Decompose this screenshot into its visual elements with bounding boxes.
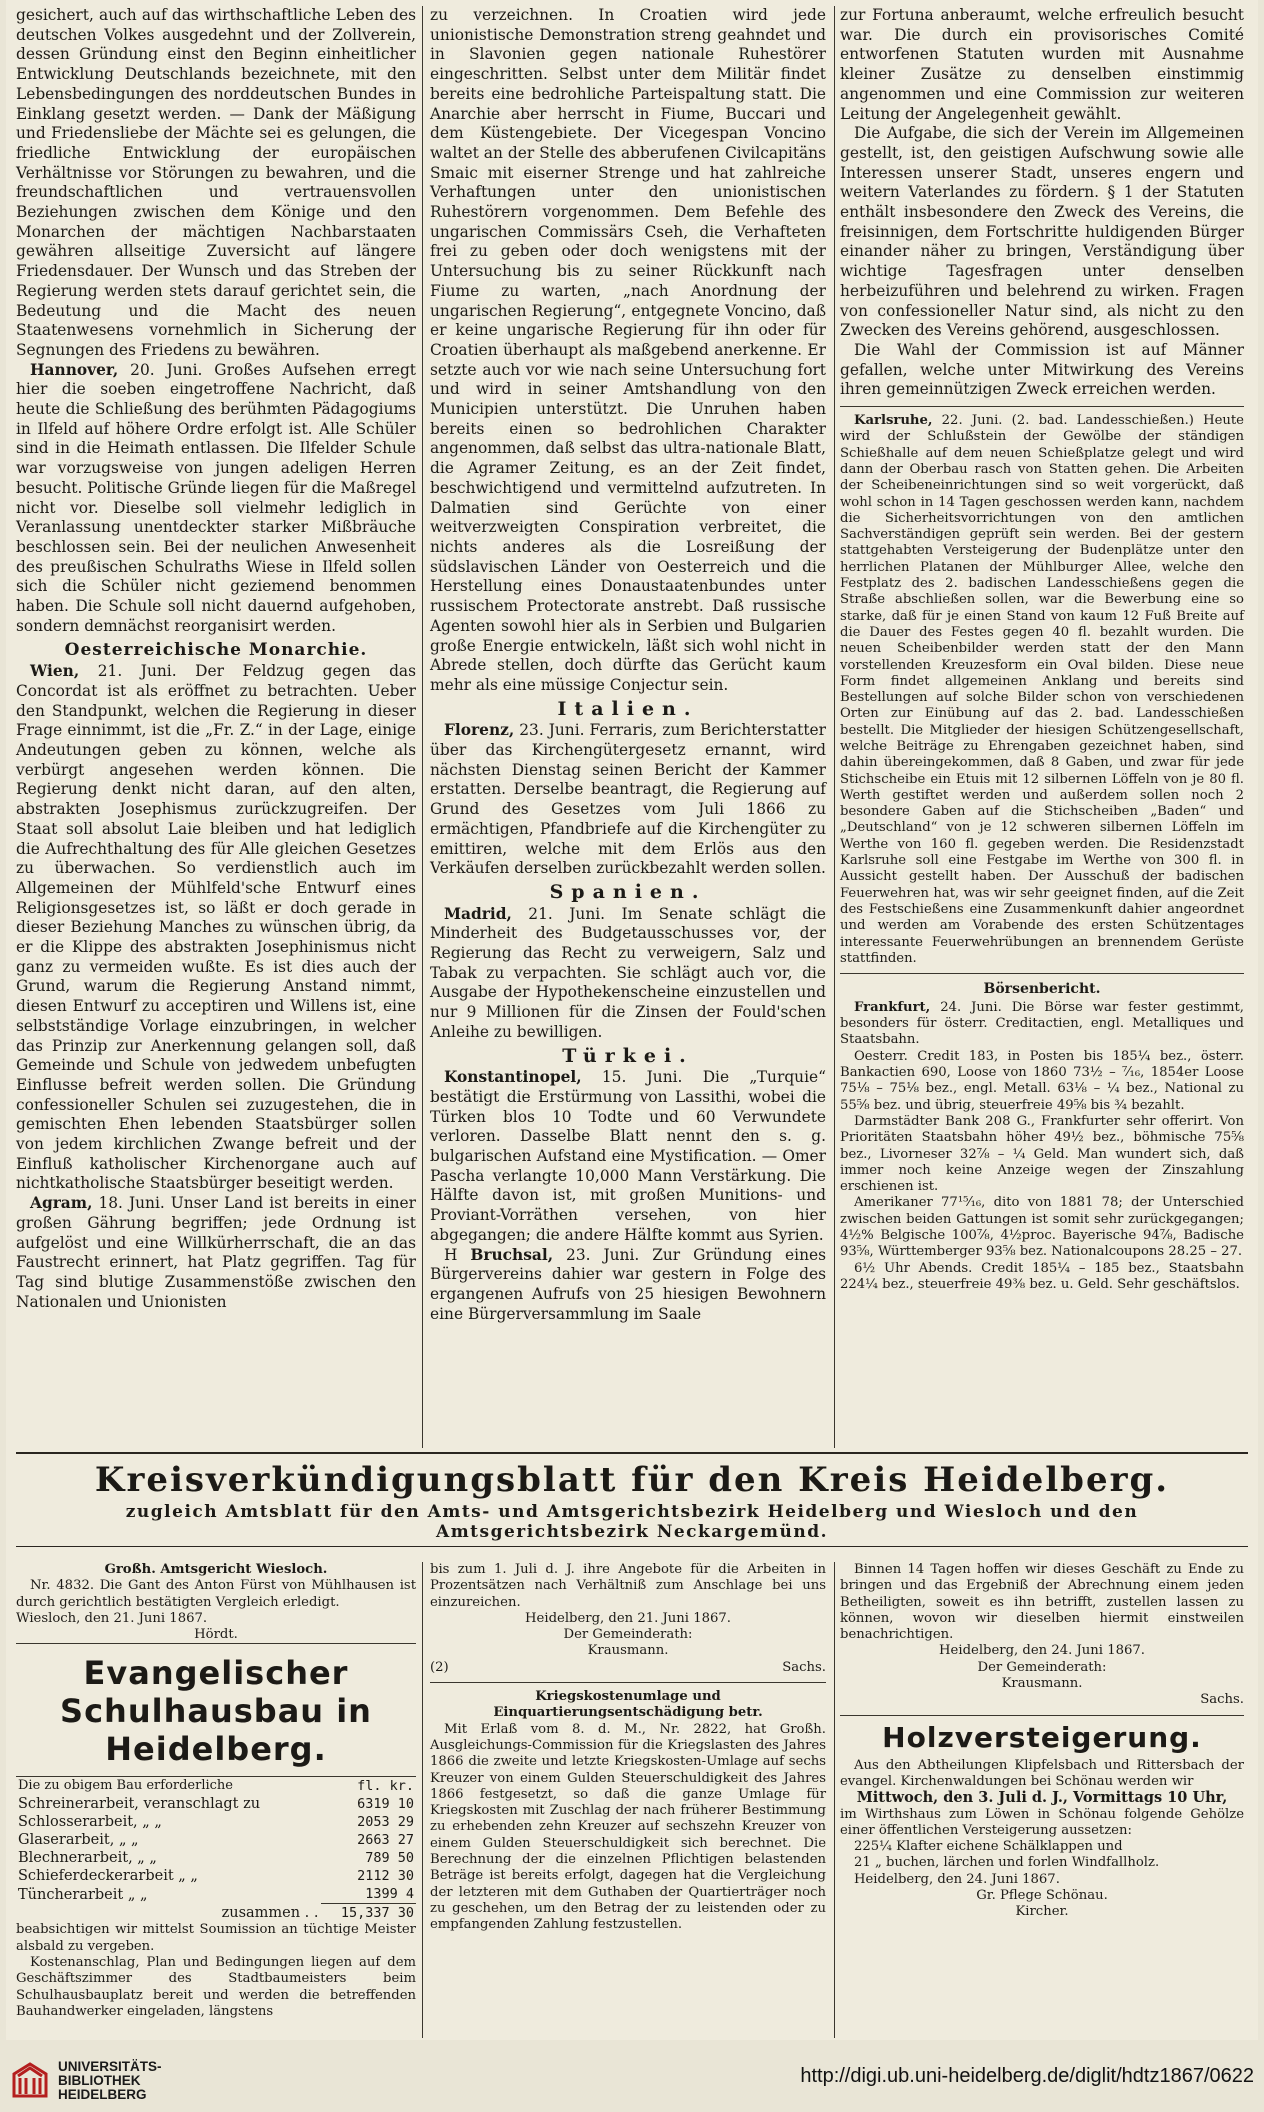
announcement-text: Binnen 14 Tagen hoffen wir dieses Geschäft zu Ende zu bringen und das Ergebniß der Abrechnung einem jeden Betheiligten, soweit es ihn betrifft, zustellen lassen zu können, wovon wir dieselben hiermit einstweilen benachrichtigen. — [840, 1562, 1244, 1643]
auction-item-count: 21 — [854, 1855, 871, 1871]
dateline-place: Agram, — [30, 1194, 93, 1213]
column-divider — [422, 6, 423, 1448]
divider — [840, 406, 1244, 407]
cost-label: Tüncherarbeit „ „ — [18, 1886, 148, 1903]
announcement-text: Nr. 4832. Die Gant des Anton Fürst von Mühlhausen ist durch gerichtlich bestätigten Vergleich erledigt. — [16, 1578, 416, 1610]
table-row — [16, 1795, 416, 1813]
dateline-place: Frankfurt, — [854, 999, 931, 1015]
article-text: 21. Juni. Im Senate schlägt die Minderheit des Budgetausschusses vor, der Regierung das Recht zu verweigern, Salz und Tabak zu verpachten. Sie schlägt auch vor, die Ausgabe der Hypothekenscheine einzustellen und nur 9 Millionen für die Zinsen der Fould'schen Anleihe zu bewilligen. — [430, 904, 826, 1041]
article-text: 20. Juni. Großes Aufsehen erregt hier die soeben eingetroffene Nachricht, daß heute die Schließung des berühmten Pädagogiums in Ilfeld auf höhere Ordre erfolgt ist. Alle Schüler sind in die Heimath entlassen. Die Ilfelder Schule war vorzugsweise von jungen adeligen Herren besucht. Politische Gründe liegen für die Maßregel nicht vor. Dieselbe soll vielmehr lediglich in Veranlassung unentdeckter starker Mißbräuche beschlossen sein. Bei der neulichen Anwesenheit des preußischen Schulraths Wiese in Ilfeld sollen sich die Schüler nicht geziemend benommen haben. Die Schule soll nicht dauernd aufgehoben, sondern demnächst reorganisirt werden. — [16, 360, 416, 635]
announcement-column-3 — [840, 1562, 1244, 2040]
dateline-place: Bruchsal, — [470, 1245, 554, 1264]
dateline-place: Karlsruhe, — [854, 413, 933, 429]
announcement-signature: Sachs. — [782, 1659, 826, 1675]
article-text: zu verzeichnen. In Croatien wird jede unionistische Demonstration streng geahndet und in Slavonien gegen nationale Ruhestörer eingeschritten. Selbst unter dem Militär findet bereits eine bedrohliche Parteispaltung statt. Die Anarchie aber herrscht in Fiume, Buccari und dem Küstengebiete. Der Vicegespan Voncino waltet an der Stelle des abberufenen Civilcapitäns Smaic mit eiserner Strenge und hat zahlreiche Verhaftungen unter den unionistischen Ruhestörern vorgenommen. Dem Befehle des ungarischen Commissärs Cseh, die Verhafteten frei zu geben oder doch wenigstens mit der Untersuchung bis zu seiner Rückkunft nach Fiume zu warten, „nach Anordnung der ungarischen Regierung“, entgegnete Voncino, daß er keine ungarische Regierung für ihn oder für Croatien überhaupt als maßgebend anerkenne. Er setzte auch vor wie nach seine Untersuchung fort und wird in seiner Amtshandlung von den Municipien unterstützt. Die Unruhen haben bereits einen so bedrohlichen Charakter angenommen, daß selbst das ultra-nationale Blatt, die Agramer Zeitung, es an der Zeit findet, beschwichtigend und vermittelnd aufzutreten. In Dalmatien sind Gerüchte von einer weitverzweigten Conspiration verbreitet, die nichts anderes als die Losreißung der südslavischen Länder von Oesterreich und die Herstellung eines Donaustaatenbundes unter russischem Protectorate anstrebt. Daß russische Agenten sowohl hier als in Serbien und Bulgarien große Energie entwickeln, läßt sich wohl nicht in Abrede stellen, doch dürfte das Gerücht kaum mehr als eine müssige Conjectur sein. — [430, 6, 826, 694]
library-name — [58, 2060, 162, 2102]
permalink-url[interactable]: http://digi.ub.uni-heidelberg.de/diglit/hdtz1867/0622 — [800, 2065, 1254, 2087]
schulhausbau-title: Evangelischer Schulhausbau in Heidelberg. — [60, 1654, 372, 1769]
announcement-date: Wiesloch, den 21. Juni 1867. — [16, 1610, 208, 1626]
article-hannover — [16, 361, 416, 637]
library-footer — [0, 2040, 1264, 2112]
cost-label: Schlosserarbeit, „ „ — [18, 1814, 162, 1831]
announcement-footer — [430, 1660, 826, 1676]
announcement-text: im Wirthshaus zum Löwen in Schönau folgende Gehölze einer öffentlichen Versteigerung aussetzen: — [840, 1806, 1244, 1838]
cost-label: Glaserarbeit, „ „ — [18, 1832, 139, 1849]
article-madrid — [430, 905, 826, 1043]
auction-date: Mittwoch, den 3. Juli d. J., Vormittags 10 Uhr, — [856, 1789, 1228, 1807]
dateline-place: Florenz, — [444, 721, 515, 740]
cost-value: 2053 29 — [357, 1814, 414, 1831]
boersen-heading: Börsenbericht. — [983, 981, 1101, 998]
announcement-signature: Sachs. — [1200, 1692, 1244, 1708]
dateline-place: Madrid, — [444, 904, 512, 923]
dateline-place: Hannover, — [30, 360, 119, 379]
masthead-title: Kreisverkündigungsblatt für den Kreis Heidelberg. — [94, 1460, 1170, 1500]
section-heading-italien: Italien. — [557, 697, 699, 720]
article-text: 23. Juni. Ferraris, zum Berichterstatter über das Kirchengütergesetz ernannt, wird nächsten Dienstag seinen Bericht der Kammer erstatten. Derselbe beantragt, die Regierung auf Grund des Gesetzes vom Juli 1866 zu ermächtigen, Pfandbriefe auf die Kirchengüter zu emittiren, welche mit dem Erlös aus den Verkäufen derselben zurückbezahlt werden sollen. — [430, 721, 826, 878]
article-text: Amerikaner 77¹⁵⁄₁₆, dito von 1881 78; der Unterschied zwischen beiden Gattungen ist somit sehr zurückgegangen; 4½% Belgische 100⅞, 4½proc. Bayerische 94⅞, Badische 93⅝, Württemberger 93⅝ bez. Nationalcoupons 28.25 – 27. — [840, 1195, 1244, 1260]
section-heading-spanien: Spanien. — [549, 880, 707, 903]
announcement-text: Aus den Abtheilungen Klipfelsbach und Rittersbach der evangel. Kirchenwaldungen bei Schönau werden wir — [840, 1757, 1244, 1789]
university-library-logo — [10, 2060, 50, 2100]
announcement-authority: Der Gemeinderath: — [977, 1659, 1107, 1675]
article-bruchsal — [430, 1246, 826, 1325]
table-row — [16, 1867, 416, 1885]
total-label: zusammen . . — [221, 1905, 319, 1922]
table-row — [16, 1831, 416, 1849]
announcement-text: Kostenanschlag, Plan und Bedingungen liegen auf dem Geschäftszimmer des Stadtbaumeisters beim Schulhausbauplatz bereit und werden die betreffenden Bauhandwerker eingeladen, längstens — [16, 1955, 416, 2019]
divider — [840, 973, 1244, 974]
article-text: 22. Juni. (2. bad. Landesschießen.) Heute wird der Schlußstein der Gewölbe der ständigen Schießhalle auf dem neuen Schießplatze gelegt und wird dann der Oberbau rasch von Statten gehen. Die Arbeiten der Scheibeneinrichtungen sind so weit vorgerückt, daß wohl schon in 14 Tagen geschossen werden kann, nachdem die Sicherheitsvorrichtungen von den amtlichen Sachverständigen geprüft sein werden. Bei der gestern stattgehabten Versteigerung der Budenplätze unter den herrlichen Platanen der Mühlburger Allee, welche den Festplatz des 2. badischen Landesschießens gegen die Straße abschließen sollen, war die Bewerbung eine so starke, daß für je einen Stand von kaum 12 Fuß Breite auf die Dauer des Festes gegen 40 fl. bezahlt wurden. Die neuen Scheibenbilder werden statt der den Mann vorstellenden Kreuzesform ein Oval bilden. Diese neue Form findet allgemeinen Anklang und bereits sind Bestellungen auf solche Bilder schon von verschiedenen Orten zur Einübung auf das 2. bad. Landesschießen bestellt. Die Mitglieder der hiesigen Schützengesellschaft, welche Beiträge zu Ehrengaben gezeichnet haben, sind dahin übereingekommen, daß 8 Gaben, und zwar für jede Stichscheibe ein Etuis mit 12 silbernen Löffeln von je 80 fl. Werth gestiftet werden und außerdem sollen noch 2 besondere Gaben auf die Stichscheiben „Baden“ und „Deutschland“ von je 12 schweren silbernen Löffeln im Werthe von 160 fl. gegeben werden. Die Residenzstadt Karlsruhe soll eine Festgabe im Werthe von 300 fl. in Aussicht gestellt haben. Der Ausschuß der badischen Feuerwehren hat, was wir sehr geeignet finden, auf die Zeit des Festschießens eine Zusammenkunft dahier angeordnet und werden am Vorabende des ersten Schützentages interessante Feuerwehrübungen an brennendem Gerüste stattfinden. — [840, 413, 1244, 966]
announcement-heading: Kriegskostenumlage und Einquartierungsentschädigung betr. — [493, 1689, 763, 1721]
dateline-place: Konstantinopel, — [444, 1068, 582, 1087]
column-divider — [834, 1562, 835, 2038]
holzversteigerung-title: Holzversteigerung. — [882, 1720, 1202, 1754]
section-heading-tuerkei: Türkei. — [562, 1044, 694, 1067]
announcement-date: Heidelberg, den 24. Juni 1867. — [854, 1871, 1060, 1887]
cost-label: Blechnerarbeit, „ „ — [18, 1850, 157, 1867]
cost-value: 789 50 — [365, 1850, 414, 1867]
cost-value: 2112 30 — [357, 1868, 414, 1885]
article-agram — [16, 1194, 416, 1312]
article-text: Darmstädter Bank 208 G., Frankfurter sehr offerirt. Von Prioritäten Staatsbahn höher 49½ bez., böhmische 75⅝ bez., Livorneser 32⅞ – ¼ Geld. Man wundert sich, daß immer noch keine Anzeige wegen der Zinszahlung erschienen ist. — [840, 1113, 1244, 1195]
library-name-line: BIBLIOTHEK — [58, 2073, 141, 2088]
article-text: 18. Juni. Unser Land ist bereits in einer großen Gährung begriffen; jede Ordnung ist aufgelöst und eine Willkürherrschaft, die an das Faustrecht erinnert, hat Platz gegriffen. Tag für Tag sind blutige Zusammenstöße zwischen den Nationalen und Unionisten — [16, 1194, 416, 1311]
article-karlsruhe — [840, 413, 1244, 967]
cost-value: 1399 4 — [365, 1886, 414, 1903]
article-text: 6½ Uhr Abends. Credit 185¼ – 185 bez., Staatsbahn 224¼ bez., steuerfreie 49⅜ bez. u. Geld. Sehr geschäftslos. — [840, 1260, 1244, 1292]
table-row — [16, 1849, 416, 1867]
announcement-heading: Großh. Amtsgericht Wiesloch. — [104, 1562, 328, 1577]
library-seal-icon — [10, 2060, 50, 2100]
article-text: Die Wahl der Commission ist auf Männer gefallen, welche unter Mitwirkung des Vereins ihren gemeinnützigen Zweck erreichen werden. — [840, 340, 1244, 399]
article-konstantinopel — [430, 1068, 826, 1245]
newspaper-page — [6, 0, 1258, 2040]
cost-label: Schreinerarbeit, veranschlagt zu — [18, 1796, 261, 1813]
announcement-date: Heidelberg, den 21. Juni 1867. — [525, 1610, 731, 1626]
article-text: 24. Juni. Die Börse war fester gestimmt, besonders für österr. Creditactien, engl. Metalliques und Staatsbahn. — [840, 999, 1244, 1048]
section-heading: Oesterreichische Monarchie. — [64, 639, 368, 660]
library-name-line: UNIVERSITÄTS- — [58, 2059, 162, 2074]
library-name-line: HEIDELBERG — [58, 2087, 147, 2102]
divider — [840, 1715, 1244, 1716]
article-wien — [16, 662, 416, 1194]
currency-header: fl. kr. — [357, 1778, 414, 1795]
total-value: 15,337 30 — [321, 1904, 416, 1923]
article-column-2 — [430, 6, 826, 1450]
schulhausbau-box — [16, 1643, 416, 1777]
article-text: Oesterr. Credit 183, in Posten bis 185¼ bez., österr. Bankactien 690, Loose von 1860 73½ – ⁷⁄₁₆, 1854er Loose 75⅛ – 75⅛ bez., engl. Metall. 63⅛ – ¼ bez., National zu 55⅝ bez. und übrig, steuerfreie 49⅝ bis ¾ bezahlt. — [840, 1048, 1244, 1113]
table-row — [16, 1885, 416, 1904]
announcement-number: (2) — [430, 1659, 449, 1675]
auction-item-text: „ buchen, lärchen und forlen Windfallholz. — [874, 1855, 1160, 1871]
article-text: Die Aufgabe, die sich der Verein im Allgemeinen gestellt, ist, den geistigen Aufschwung sowie alle Interessen unserer Stadt, unseres engern und weitern Vaterlandes zu fördern. § 1 der Statuten enthält insbesondere den Zweck des Vereins, die freisinnigen, dem Fortschritte huldigenden Bürger einander näher zu bringen, Verständigung über wichtige Tagesfragen unter denselben herbeizuführen und belehrend zu wirken. Fragen von confessioneller Natur sind, als nicht zu den Zwecken des Vereins gehörend, ausgeschlossen. — [840, 124, 1244, 340]
announcement-text: bis zum 1. Juli d. J. ihre Angebote für die Arbeiten in Prozentsätzen nach Verhältniß zum Anschlage bei uns einzureichen. — [430, 1562, 826, 1610]
cost-header-row: Die zu obigem Bau erforderliche fl. kr. — [18, 1778, 414, 1795]
table-row — [16, 1813, 416, 1831]
cost-value: 2663 27 — [357, 1832, 414, 1849]
column-divider — [834, 6, 835, 1448]
article-frankfurt — [840, 1000, 1244, 1049]
article-text: gesichert, auch auf das wirthschaftliche Leben des deutschen Volkes ausgedehnt und der Zollverein, dessen Gründung einst den Beginn einheitlicher Entwicklung Deutschlands bezeichnete, mit den Lebensbedingungen des norddeutschen Bundes in Einklang gesetzt werden. — Dank der Mäßigung und Friedensliebe der Mächte sei es gelungen, die friedliche Entwicklung der europäischen Verhältnisse vor Störungen zu bewahren, und die freundschaftlichen und vertrauensvollen Beziehungen zwischen dem Könige und den Monarchen der mächtigen Nachbarstaaten gewähren allseitige Zuversicht auf längere Friedensdauer. Der Wunsch und das Streben der Regierung werden stets darauf gerichtet sein, die Bedeutung und die Macht des neuen Staatenwesens vornehmlich in Sicherung der Segnungen des Friedens zu bewähren. — [16, 6, 416, 359]
announcement-text: Mit Erlaß vom 8. d. M., Nr. 2822, hat Großh. Ausgleichungs-Commission für die Kriegslasten des Jahres 1866 die zweite und letzte Kriegskosten-Umlage auf sechs Kreuzer von einem Gulden Steuerschuldigkeit des Jahres 1866 festgesetzt, so daß die ganze Umlage für Kriegskosten mit Zuschlag der nach früherer Bestimmung zu erhebenden zehn Kreuzer auf sechszehn Kreuzer von einem Gulden Steuerschuldigkeit sich berechnet. Die Berechnung der die einzelnen Pflichtigen belastenden Beträge ist bereits erfolgt, dagegen hat die Vergleichung der letzteren mit dem Guthaben der Quartierträger noch zu geschehen, um den Betrag der zu leistenden oder zu empfangenden Zahlung festzustellen. — [430, 1721, 826, 1933]
kreisblatt-masthead — [16, 1452, 1248, 1547]
correspondent-mark: H — [444, 1245, 458, 1264]
article-text: 21. Juni. Der Feldzug gegen das Concordat ist als eröffnet zu betrachten. Ueber den Standpunkt, welchen die Regierung in dieser Frage einnimmt, ist die „Fr. Z.“ in der Lage, einige Andeutungen geben zu können, welche als verbürgt angesehen werden können. Die Regierung denkt nicht daran, auf den alten, abstrakten Josephismus zurückzugreifen. Der Staat soll absolut Laie bleiben und hat lediglich die Aufrechthaltung des für Alle gleichen Gesetzes zu überwachen. So verdienstlich auch im Allgemeinen der Mühlfeld'sche Entwurf eines Religionsgesetzes ist, so läßt er doch gerade in dieser Beziehung Manches zu wünschen übrig, da er die Klippe des abstrakten Josephinismus nicht ganz zu vermeiden wußte. Es ist dies auch der Grund, warum die Regierung Anstand nimmt, diesen Entwurf zu acceptiren und Willens ist, eine selbstständige Vorlage einzubringen, in welcher das Prinzip zur Anerkennung gelangen soll, daß Gemeinde und Schule von jedwedem unbefugten Einflusse befreit werden sollen. Die Gründung confessioneller Schulen sei zuzugestehen, die in gemischten Ehen lebenden Staatsbürger sollen von jedem kirchlichen Zwange befreit und der Einfluß katholischer Kirchenorgane auch auf nichtkatholische Staatsbürger beseitigt werden. — [16, 662, 416, 1193]
cost-table — [16, 1777, 416, 1922]
dateline-place: Wien, — [30, 662, 80, 681]
article-text: 23. Juni. Zur Gründung eines Bürgervereins dahier war gestern in Folge des ergangenen Aufrufs von 25 hiesigen Bewohnern eine Bürgerversammlung im Saale — [430, 1245, 826, 1323]
cost-value: 6319 10 — [357, 1796, 414, 1813]
auction-item: 225¼ Klafter eichene Schälklappen und — [854, 1839, 1123, 1855]
total-row — [16, 1904, 416, 1923]
announcement-column-1 — [16, 1562, 416, 2040]
article-column-3 — [840, 6, 1244, 1450]
announcement-date: Heidelberg, den 24. Juni 1867. — [939, 1643, 1145, 1659]
masthead-subtitle: zugleich Amtsblatt für den Amts- und Amtsgerichtsbezirk Heidelberg und Wiesloch und den Amtsgerichtsbezirk Neckargemünd. — [125, 1502, 1139, 1542]
announcement-name: Kircher. — [1015, 1904, 1069, 1920]
announcement-column-2 — [430, 1562, 826, 2040]
article-text: zur Fortuna anberaumt, welche erfreulich besucht war. Die durch ein provisorisches Comité entworfenen Statuten wurden mit Ausnahme kleiner Zusätze zu denselben einstimmig angenommen und eine Commission zur weiteren Leitung der Angelegenheit gewählt. — [840, 6, 1244, 123]
divider — [430, 1682, 826, 1683]
article-florenz — [430, 721, 826, 879]
announcement-authority: Gr. Pflege Schönau. — [976, 1888, 1108, 1904]
article-text: 15. Juni. Die „Turquie“ bestätigt die Erstürmung von Lassithi, wobei die Türken blos 10 Todte und 60 Verwundete verloren. Dasselbe Blatt nennt den s. g. bulgarischen Aufstand eine Mystification. — Omer Pascha verlangte 10,000 Mann Verstärkung. Die Hälfte davon ist, mit großen Munitions- und Proviant-Vorräthen versehen, von hier abgegangen; die andere Hälfte kommt aus Syrien. — [430, 1068, 826, 1244]
article-column-1 — [16, 6, 416, 1450]
announcement-text: beabsichtigen wir mittelst Soumission an tüchtige Meister alsbald zu vergeben. — [16, 1922, 416, 1954]
announcement-name: Krausmann. — [1001, 1676, 1083, 1692]
announcement-authority: Der Gemeinderath: — [563, 1627, 693, 1643]
announcement-name: Krausmann. — [587, 1643, 669, 1659]
column-divider — [422, 1562, 423, 2038]
announcement-signature: Hördt. — [194, 1627, 238, 1643]
cost-label: Schieferdeckerarbeit „ „ — [18, 1868, 198, 1885]
auction-item — [840, 1855, 1244, 1871]
